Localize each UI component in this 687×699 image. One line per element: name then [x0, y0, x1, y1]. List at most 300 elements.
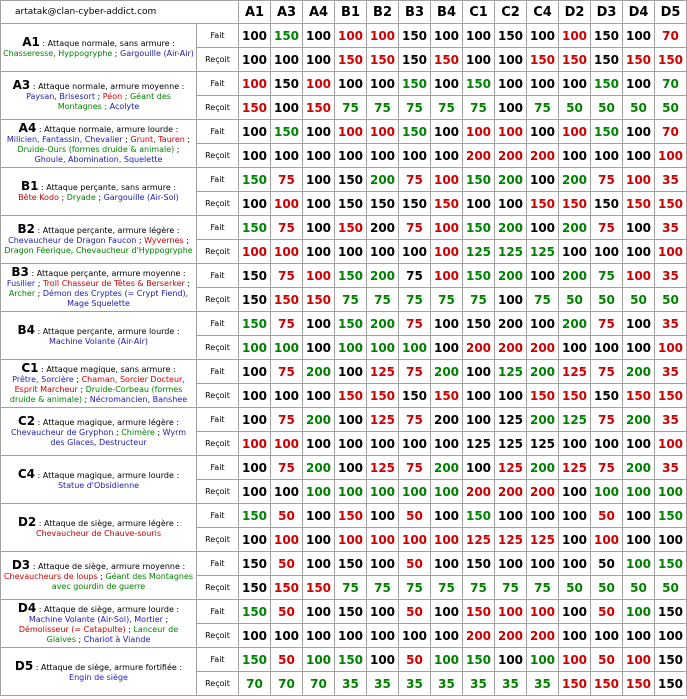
description-text: ; [184, 134, 191, 144]
description-text: ; [122, 134, 131, 144]
value-fait: 100 [495, 552, 527, 576]
value-fait: 70 [655, 72, 687, 96]
description-text: Acolyte [109, 101, 140, 111]
value-fait: 100 [623, 648, 655, 672]
value-recoit: 100 [623, 528, 655, 552]
value-fait: 200 [623, 360, 655, 384]
value-fait: 75 [591, 216, 623, 240]
value-recoit: 100 [399, 240, 431, 264]
value-recoit: 100 [367, 336, 399, 360]
label-fait: Fait [197, 360, 239, 384]
value-fait: 200 [303, 360, 335, 384]
description-text: Gargouille (Air-Air) [120, 48, 194, 58]
value-fait: 75 [271, 216, 303, 240]
value-fait: 100 [431, 600, 463, 624]
value-fait: 200 [495, 264, 527, 288]
value-fait: 100 [335, 456, 367, 480]
value-recoit: 150 [527, 384, 559, 408]
description-text: : Attaque magique, sans armure : [38, 364, 176, 374]
value-fait: 200 [367, 312, 399, 336]
description-text: Bête Kodo [18, 192, 59, 202]
description-text: ; [112, 48, 121, 58]
value-recoit: 100 [463, 384, 495, 408]
value-fait: 100 [303, 312, 335, 336]
value-fait: 150 [655, 552, 687, 576]
value-fait: 35 [655, 408, 687, 432]
value-recoit: 100 [623, 624, 655, 648]
value-fait: 100 [463, 360, 495, 384]
table-body [1, 24, 687, 696]
value-recoit: 75 [399, 96, 431, 120]
table-row [1, 120, 687, 144]
value-recoit: 75 [431, 576, 463, 600]
value-recoit: 100 [559, 528, 591, 552]
unit-description [1, 120, 197, 168]
value-recoit: 100 [335, 480, 367, 504]
value-recoit: 125 [527, 528, 559, 552]
value-fait: 200 [495, 168, 527, 192]
value-recoit: 200 [463, 480, 495, 504]
unit-description [1, 24, 197, 72]
value-recoit: 100 [303, 144, 335, 168]
value-fait: 75 [399, 312, 431, 336]
label-fait: Fait [197, 600, 239, 624]
value-recoit: 150 [271, 288, 303, 312]
value-recoit: 100 [559, 336, 591, 360]
value-fait: 100 [431, 504, 463, 528]
value-fait: 75 [591, 408, 623, 432]
value-recoit: 150 [239, 96, 271, 120]
value-recoit: 100 [655, 480, 687, 504]
col-header: C2 [495, 1, 527, 24]
description-text: ; [154, 427, 163, 437]
value-recoit: 100 [239, 48, 271, 72]
value-fait: 100 [527, 552, 559, 576]
value-fait: 200 [431, 360, 463, 384]
value-fait: 100 [431, 216, 463, 240]
description-text: Fusilier [6, 278, 36, 288]
description-text: Chariot à Viande [83, 634, 151, 644]
value-recoit: 100 [431, 240, 463, 264]
value-recoit: 75 [335, 576, 367, 600]
description-text: ; [94, 91, 103, 101]
description-text: ; [162, 614, 169, 624]
description-text: Troll Chasseur de Têtes & Berserker [42, 278, 185, 288]
value-recoit: 70 [239, 672, 271, 696]
armor-code: D5 [14, 658, 34, 673]
value-fait: 100 [239, 408, 271, 432]
value-recoit: 35 [495, 672, 527, 696]
value-fait: 35 [655, 312, 687, 336]
value-recoit: 70 [271, 672, 303, 696]
armor-code: B2 [17, 221, 36, 236]
value-recoit: 35 [527, 672, 559, 696]
description-text: Statue d'Obsidienne [57, 480, 140, 490]
value-recoit: 100 [495, 48, 527, 72]
value-fait: 150 [335, 552, 367, 576]
value-recoit: 200 [463, 144, 495, 168]
description-text: Péon [102, 91, 123, 101]
armor-code: D4 [17, 600, 37, 615]
value-recoit: 150 [431, 48, 463, 72]
description-text: : Attaque magique, armure légère : [35, 417, 180, 427]
value-recoit: 100 [271, 384, 303, 408]
value-fait: 100 [623, 504, 655, 528]
value-recoit: 100 [399, 336, 431, 360]
description-text: Druide-Ours (formes druide & animale) [17, 144, 175, 154]
value-fait: 100 [431, 552, 463, 576]
value-fait: 150 [239, 504, 271, 528]
value-fait: 75 [271, 264, 303, 288]
table-row [1, 552, 687, 576]
value-fait: 150 [239, 312, 271, 336]
value-fait: 75 [399, 360, 431, 384]
value-fait: 200 [559, 312, 591, 336]
description-text: : Attaque perçante, sans armure : [38, 182, 177, 192]
value-recoit: 75 [527, 288, 559, 312]
value-recoit: 200 [527, 480, 559, 504]
value-recoit: 100 [623, 336, 655, 360]
value-fait: 100 [527, 120, 559, 144]
value-recoit: 50 [623, 288, 655, 312]
value-fait: 100 [527, 600, 559, 624]
value-fait: 100 [623, 24, 655, 48]
label-recoit: Reçoit [197, 432, 239, 456]
value-fait: 100 [431, 312, 463, 336]
label-recoit: Reçoit [197, 336, 239, 360]
value-recoit: 100 [623, 144, 655, 168]
col-header: B1 [335, 1, 367, 24]
value-fait: 125 [495, 408, 527, 432]
value-fait: 200 [303, 408, 335, 432]
description-text: ; [35, 278, 43, 288]
value-fait: 100 [527, 72, 559, 96]
value-recoit: 50 [591, 576, 623, 600]
value-fait: 75 [399, 168, 431, 192]
value-fait: 150 [239, 648, 271, 672]
value-fait: 100 [495, 600, 527, 624]
value-fait: 100 [623, 552, 655, 576]
value-fait: 100 [335, 72, 367, 96]
value-recoit: 100 [335, 432, 367, 456]
value-recoit: 150 [399, 48, 431, 72]
description-text: Paysan, Brisesort [26, 91, 95, 101]
value-recoit: 200 [495, 336, 527, 360]
value-fait: 200 [367, 264, 399, 288]
value-recoit: 50 [559, 576, 591, 600]
unit-description [1, 168, 197, 216]
col-header: A1 [239, 1, 271, 24]
value-recoit: 150 [591, 384, 623, 408]
value-recoit: 100 [655, 624, 687, 648]
value-fait: 70 [655, 120, 687, 144]
value-recoit: 150 [367, 384, 399, 408]
unit-description [1, 408, 197, 456]
unit-description [1, 600, 197, 648]
value-fait: 150 [239, 216, 271, 240]
label-fait: Fait [197, 264, 239, 288]
value-recoit: 100 [239, 624, 271, 648]
value-fait: 100 [303, 648, 335, 672]
value-fait: 50 [591, 552, 623, 576]
value-fait: 150 [463, 168, 495, 192]
value-fait: 35 [655, 216, 687, 240]
value-recoit: 125 [463, 528, 495, 552]
col-header: A4 [303, 1, 335, 24]
value-recoit: 100 [431, 480, 463, 504]
value-recoit: 100 [335, 240, 367, 264]
value-recoit: 100 [623, 480, 655, 504]
label-recoit: Reçoit [197, 624, 239, 648]
value-recoit: 100 [239, 192, 271, 216]
value-recoit: 100 [335, 144, 367, 168]
value-recoit: 100 [559, 624, 591, 648]
value-fait: 100 [559, 504, 591, 528]
value-recoit: 50 [591, 96, 623, 120]
value-recoit: 150 [655, 384, 687, 408]
label-recoit: Reçoit [197, 480, 239, 504]
value-recoit: 50 [655, 576, 687, 600]
value-recoit: 100 [239, 336, 271, 360]
armor-code: C1 [21, 360, 39, 375]
value-fait: 150 [239, 168, 271, 192]
value-recoit: 50 [559, 96, 591, 120]
description-text: Milicien, Fantassin, Chevalier [6, 134, 123, 144]
value-recoit: 100 [367, 528, 399, 552]
value-fait: 75 [591, 264, 623, 288]
value-fait: 100 [239, 360, 271, 384]
value-fait: 35 [655, 360, 687, 384]
description-text: : Attaque de siège, armure fortifiée : [33, 662, 183, 672]
armor-code: A1 [22, 34, 40, 49]
value-recoit: 100 [303, 48, 335, 72]
unit-description [1, 456, 197, 504]
value-fait: 150 [463, 312, 495, 336]
value-recoit: 100 [495, 192, 527, 216]
value-fait: 100 [335, 408, 367, 432]
armor-code: B4 [17, 322, 35, 337]
value-recoit: 75 [367, 576, 399, 600]
value-fait: 100 [527, 264, 559, 288]
armor-code: B1 [20, 178, 39, 193]
description-text: Dryade [66, 192, 96, 202]
value-recoit: 70 [303, 672, 335, 696]
description-text: ; [73, 374, 82, 384]
table-row [1, 168, 687, 192]
value-fait: 200 [527, 408, 559, 432]
value-recoit: 150 [367, 48, 399, 72]
value-fait: 150 [463, 264, 495, 288]
value-fait: 100 [623, 600, 655, 624]
value-recoit: 75 [399, 288, 431, 312]
label-fait: Fait [197, 408, 239, 432]
value-recoit: 100 [271, 336, 303, 360]
value-recoit: 75 [527, 96, 559, 120]
table-row [1, 216, 687, 240]
value-fait: 100 [623, 264, 655, 288]
value-recoit: 100 [399, 144, 431, 168]
value-fait: 100 [303, 600, 335, 624]
value-recoit: 150 [559, 48, 591, 72]
value-fait: 100 [303, 72, 335, 96]
value-fait: 125 [559, 360, 591, 384]
value-fait: 200 [559, 264, 591, 288]
description-text: ; [184, 278, 191, 288]
value-fait: 100 [367, 72, 399, 96]
table-row [1, 264, 687, 288]
value-recoit: 100 [591, 240, 623, 264]
value-recoit: 200 [495, 624, 527, 648]
value-recoit: 100 [495, 288, 527, 312]
value-fait: 100 [559, 72, 591, 96]
description-text: Machine Volante (Air-Air) [49, 336, 148, 346]
value-fait: 200 [623, 456, 655, 480]
label-fait: Fait [197, 504, 239, 528]
value-recoit: 100 [591, 144, 623, 168]
col-header: B4 [431, 1, 463, 24]
value-recoit: 100 [239, 528, 271, 552]
description-text: ; [77, 384, 86, 394]
value-fait: 75 [271, 456, 303, 480]
armor-code: A3 [12, 77, 31, 92]
value-fait: 200 [495, 216, 527, 240]
label-recoit: Reçoit [197, 240, 239, 264]
unit-description [1, 552, 197, 600]
value-fait: 150 [399, 120, 431, 144]
value-fait: 100 [367, 120, 399, 144]
value-fait: 200 [303, 456, 335, 480]
description-text: Ghoule, Abomination, Squelette [34, 154, 163, 164]
label-fait: Fait [197, 648, 239, 672]
value-recoit: 100 [559, 432, 591, 456]
description-text: ; [58, 192, 67, 202]
value-recoit: 100 [623, 240, 655, 264]
col-header: B2 [367, 1, 399, 24]
value-fait: 150 [239, 264, 271, 288]
table-row [1, 504, 687, 528]
value-fait: 75 [591, 168, 623, 192]
armor-code: B3 [11, 264, 29, 279]
value-fait: 100 [431, 24, 463, 48]
description-text: Wyvernes [144, 235, 184, 245]
value-recoit: 100 [239, 432, 271, 456]
value-recoit: 100 [271, 96, 303, 120]
value-recoit: 100 [303, 528, 335, 552]
armor-code: D3 [11, 557, 31, 572]
col-header: D4 [623, 1, 655, 24]
value-recoit: 100 [655, 432, 687, 456]
value-recoit: 100 [367, 480, 399, 504]
value-recoit: 100 [399, 432, 431, 456]
value-fait: 100 [431, 264, 463, 288]
description-text: : Attaque magique, armure lourde : [35, 470, 180, 480]
value-fait: 100 [463, 24, 495, 48]
value-fait: 50 [399, 504, 431, 528]
value-fait: 100 [495, 504, 527, 528]
value-fait: 200 [559, 216, 591, 240]
value-recoit: 200 [495, 480, 527, 504]
value-recoit: 150 [431, 384, 463, 408]
value-recoit: 150 [559, 384, 591, 408]
value-fait: 100 [303, 24, 335, 48]
value-recoit: 150 [559, 192, 591, 216]
value-recoit: 75 [399, 576, 431, 600]
value-recoit: 150 [623, 672, 655, 696]
value-fait: 100 [367, 648, 399, 672]
value-recoit: 100 [303, 624, 335, 648]
value-recoit: 100 [655, 240, 687, 264]
value-recoit: 150 [655, 672, 687, 696]
description-text: Chevaucheur de Chauve-souris [35, 528, 162, 538]
value-fait: 50 [399, 552, 431, 576]
value-fait: 200 [431, 408, 463, 432]
description-text: Chimère [121, 427, 155, 437]
value-recoit: 75 [431, 288, 463, 312]
value-fait: 100 [463, 408, 495, 432]
value-recoit: 100 [367, 624, 399, 648]
value-recoit: 150 [431, 192, 463, 216]
value-fait: 100 [335, 24, 367, 48]
value-recoit: 50 [623, 96, 655, 120]
value-fait: 100 [303, 264, 335, 288]
value-fait: 50 [271, 600, 303, 624]
value-recoit: 75 [495, 576, 527, 600]
value-recoit: 200 [495, 144, 527, 168]
value-recoit: 100 [463, 192, 495, 216]
value-fait: 200 [527, 456, 559, 480]
value-recoit: 100 [399, 528, 431, 552]
value-recoit: 100 [431, 528, 463, 552]
value-fait: 125 [367, 360, 399, 384]
description-text: ; [125, 624, 134, 634]
label-recoit: Reçoit [197, 144, 239, 168]
value-recoit: 150 [335, 48, 367, 72]
value-recoit: 200 [527, 336, 559, 360]
value-recoit: 200 [527, 144, 559, 168]
value-recoit: 150 [335, 384, 367, 408]
description-text: ; Géant des Montagnes ; [57, 91, 171, 111]
label-recoit: Reçoit [197, 672, 239, 696]
value-fait: 100 [239, 456, 271, 480]
value-recoit: 100 [271, 240, 303, 264]
value-recoit: 35 [463, 672, 495, 696]
label-recoit: Reçoit [197, 384, 239, 408]
value-fait: 75 [399, 408, 431, 432]
unit-description [1, 264, 197, 312]
value-fait: 100 [527, 648, 559, 672]
label-fait: Fait [197, 72, 239, 96]
value-fait: 100 [559, 600, 591, 624]
value-fait: 150 [591, 120, 623, 144]
description-text: Engin de siège [69, 672, 128, 682]
value-recoit: 75 [431, 96, 463, 120]
value-recoit: 35 [431, 672, 463, 696]
value-fait: 100 [367, 552, 399, 576]
value-recoit: 125 [527, 432, 559, 456]
value-fait: 100 [623, 312, 655, 336]
value-fait: 100 [367, 504, 399, 528]
value-recoit: 125 [495, 528, 527, 552]
value-recoit: 75 [367, 288, 399, 312]
value-fait: 125 [559, 456, 591, 480]
description-text: Chasseresse, Hyppogryphe [3, 48, 113, 58]
value-fait: 75 [271, 408, 303, 432]
value-recoit: 100 [591, 336, 623, 360]
label-recoit: Reçoit [197, 192, 239, 216]
value-fait: 150 [335, 600, 367, 624]
value-recoit: 100 [303, 432, 335, 456]
value-recoit: 50 [623, 576, 655, 600]
